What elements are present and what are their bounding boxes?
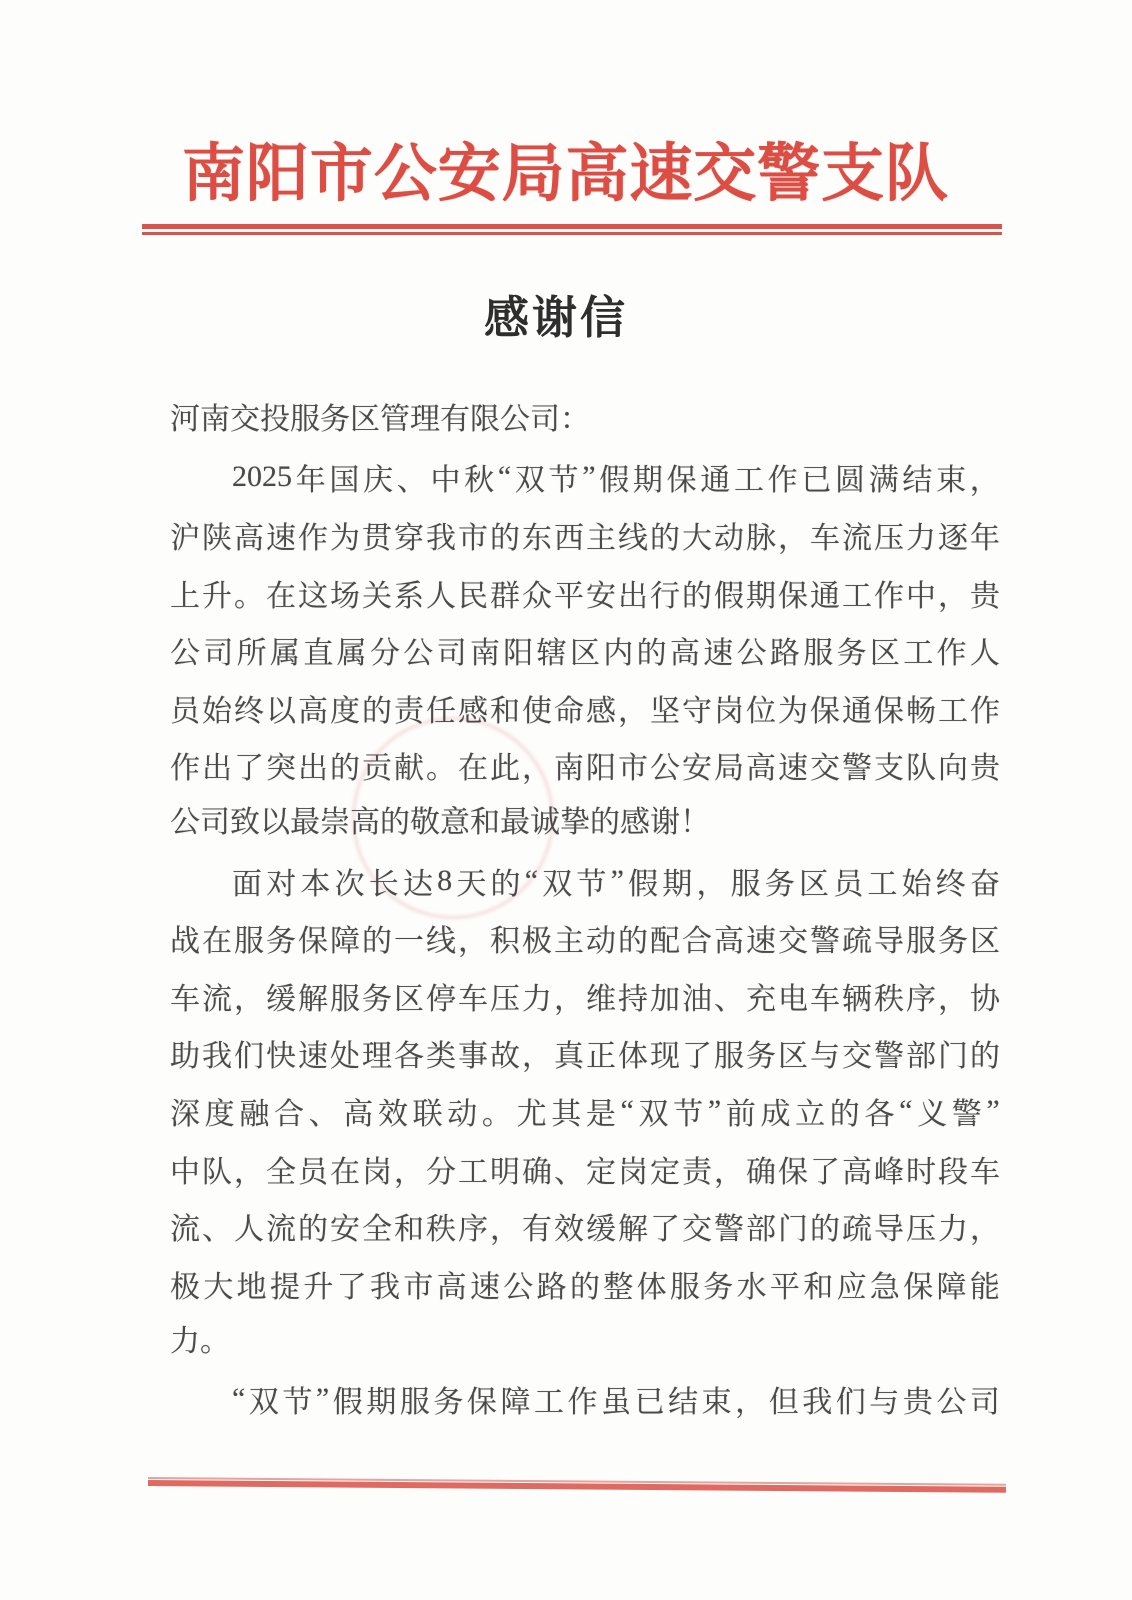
- body-line: 极 大 地 提 升 了 我 市 高 速 公 路 的 整 体 服 务 水 平 和 应 急 保 障 能: [170, 1270, 1000, 1304]
- footer-rule: [148, 1477, 1006, 1494]
- body-line: 上 升 。 在 这 场 关 系 人 民 群 众 平 安 出 行 的 假 期 保 通 工 作 中 ， 贵: [170, 579, 1000, 613]
- body-line: 中 队 ， 全 员 在 岗 ， 分 工 明 确 、 定 岗 定 责 ， 确 保 了 高 峰 时 段 车: [170, 1155, 1000, 1189]
- letterhead-title-char: 南: [182, 139, 245, 209]
- document-title: 感谢信: [483, 292, 628, 343]
- body-line: 助 我 们 快 速 处 理 各 类 事 故 ， 真 正 体 现 了 服 务 区 与 交 警 部 门 的: [170, 1040, 1000, 1074]
- body-line: 员 始 终 以 高 度 的 责 任 感 和 使 命 感 ， 坚 守 岗 位 为 保 通 保 畅 工 作: [170, 694, 1000, 728]
- body-line: 面 对 本 次 长 达 8 天 的 “ 双 节 ” 假 期 ， 服 务 区 员 工 始 终 奋: [232, 863, 1000, 901]
- letterhead-title-char: 交: [693, 139, 757, 209]
- body-line: 深 度 融 合 、 高 效 联 动 。 尤 其 是 “ 双 节 ” 前 成 立 的 各 “ 义 警 ”: [170, 1093, 1000, 1131]
- letterhead-title: [182, 136, 948, 216]
- salutation: 河南交投服务区管理有限公司：: [170, 403, 590, 436]
- body-line: 流 、 人 流 的 安 全 和 秩 序 ， 有 效 缓 解 了 交 警 部 门 的 疏 导 压 力 ，: [170, 1213, 1000, 1247]
- body-line: 沪 陕 高 速 作 为 贯 穿 我 市 的 东 西 主 线 的 大 动 脉 ， 车 流 压 力 逐 年: [170, 521, 1000, 555]
- letterhead-rule-thin-line: [142, 232, 1002, 235]
- letterhead-double-rule: [142, 224, 1002, 237]
- body-line: 公 司 所 属 直 属 分 公 司 南 阳 辖 区 内 的 高 速 公 路 服 务 区 工 作 人: [170, 637, 1000, 671]
- body-line: 公司致以最崇高的敬意和最诚挚的感谢！: [170, 806, 710, 840]
- body-line: “ 双 节 ” 假 期 服 务 保 障 工 作 虽 已 结 束 ， 但 我 们 与 贵 公 司: [232, 1381, 1000, 1419]
- body-line: 力。: [170, 1324, 230, 1358]
- letterhead-title-char: 支: [821, 139, 885, 209]
- letterhead-title-char: 安: [437, 139, 501, 209]
- letterhead-title-char: 速: [629, 139, 693, 209]
- letterhead-title-char: 市: [309, 139, 373, 209]
- body-line: 战 在 服 务 保 障 的 一 线 ， 积 极 主 动 的 配 合 高 速 交 警 疏 导 服 务 区: [170, 925, 1000, 959]
- letterhead-title-char: 警: [757, 139, 821, 209]
- letterhead-title-char: 高: [565, 139, 629, 209]
- letterhead-title-char: 阳: [245, 139, 309, 209]
- body-line: 2025 年 国 庆 、 中 秋 “ 双 节 ” 假 期 保 通 工 作 已 圆 满 结 束 ，: [232, 460, 1000, 498]
- body-line: 车 流 ， 缓 解 服 务 区 停 车 压 力 ， 维 持 加 油 、 充 电 车 辆 秩 序 ， 协: [170, 982, 1000, 1016]
- letterhead-title-char: 队: [884, 139, 948, 209]
- letter-body: [170, 391, 1000, 1428]
- body-line: 作 出 了 突 出 的 贡 献 。 在 此 ， 南 阳 市 公 安 局 高 速 交 警 支 队 向 贵: [170, 752, 1000, 786]
- letterhead-title-char: 公: [373, 139, 437, 209]
- letterhead-title-char: 局: [501, 139, 565, 209]
